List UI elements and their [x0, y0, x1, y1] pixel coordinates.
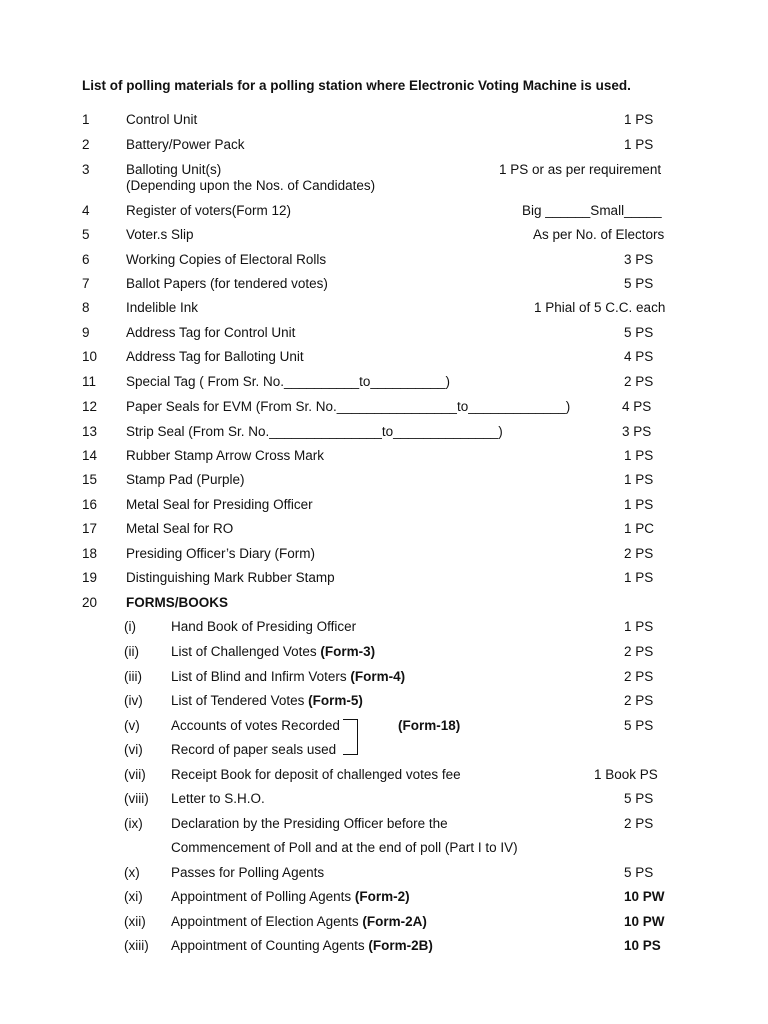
list-item	[0, 325, 768, 345]
item-number: 5	[82, 227, 90, 242]
item-number: 13	[82, 424, 98, 439]
item-description: Address Tag for Control Unit	[126, 325, 296, 340]
sub-item-description: Receipt Book for deposit of challenged votes fee	[171, 767, 461, 782]
item-number: 9	[82, 325, 90, 340]
sub-item-description: Appointment of Counting Agents (Form-2B)	[171, 938, 433, 953]
list-item	[0, 137, 768, 157]
list-item	[0, 203, 768, 223]
item-quantity: 4 PS	[622, 399, 652, 414]
item-quantity: 10 PW	[624, 914, 665, 929]
list-item	[0, 252, 768, 272]
item-description: Ballot Papers (for tendered votes)	[126, 276, 328, 291]
item-quantity: 5 PS	[624, 276, 654, 291]
item-quantity: 2 PS	[624, 669, 654, 684]
item-number: 19	[82, 570, 98, 585]
sub-item-description: Commencement of Poll and at the end of poll (Part I to IV)	[171, 840, 518, 855]
form-reference: (Form-5)	[308, 693, 363, 708]
sub-item-number: (iii)	[124, 669, 142, 684]
sub-list-item	[0, 816, 768, 836]
sub-list-item	[0, 644, 768, 664]
item-description: Address Tag for Balloting Unit	[126, 349, 304, 364]
item-description: Paper Seals for EVM (From Sr. No.________________to_____________)	[126, 399, 571, 414]
sub-item-number: (viii)	[124, 791, 149, 806]
item-quantity: 2 PS	[624, 374, 654, 389]
item-quantity: 1 PS	[624, 112, 654, 127]
list-item	[0, 162, 768, 198]
item-quantity: 10 PW	[624, 889, 665, 904]
item-description: Presiding Officer’s Diary (Form)	[126, 546, 316, 561]
sub-item-number: (x)	[124, 865, 140, 880]
item-quantity: 1 PS	[624, 137, 654, 152]
item-quantity: 1 PS	[624, 570, 654, 585]
sub-item-number: (vi)	[124, 742, 143, 757]
sub-item-description: Appointment of Polling Agents (Form-2)	[171, 889, 410, 904]
item-number: 3	[82, 162, 90, 177]
list-item	[0, 521, 768, 541]
sub-item-number: (ix)	[124, 816, 143, 831]
sub-item-number: (vii)	[124, 767, 146, 782]
sub-list-item	[0, 914, 768, 934]
item-description: Rubber Stamp Arrow Cross Mark	[126, 448, 325, 463]
item-description: Indelible Ink	[126, 300, 199, 315]
item-number: 12	[82, 399, 98, 414]
item-quantity: 5 PS	[624, 865, 654, 880]
sub-item-number: (iv)	[124, 693, 143, 708]
sub-item-description: Record of paper seals used	[171, 742, 337, 757]
item-description: Strip Seal (From Sr. No._______________to______________)	[126, 424, 503, 439]
sub-item-description: Hand Book of Presiding Officer	[171, 619, 357, 634]
item-description: Metal Seal for Presiding Officer	[126, 497, 313, 512]
sub-item-description: List of Tendered Votes (Form-5)	[171, 693, 363, 708]
list-item	[0, 300, 768, 320]
item-quantity: 5 PS	[624, 325, 654, 340]
forms-books-heading	[0, 595, 768, 615]
form-reference: (Form-3)	[320, 644, 376, 659]
item-number: 16	[82, 497, 98, 512]
form-reference: (Form-2)	[354, 889, 410, 904]
list-item	[0, 448, 768, 468]
item-number: 2	[82, 137, 90, 152]
item-number: 7	[82, 276, 90, 291]
list-item	[0, 399, 768, 419]
list-item	[0, 227, 768, 247]
item-quantity: 1 PS	[624, 619, 654, 634]
form-reference: (Form-18)	[398, 718, 461, 733]
item-number: 10	[82, 349, 98, 364]
item-quantity: Big ______Small_____	[522, 203, 662, 218]
item-number: 1	[82, 112, 90, 127]
item-quantity: 3 PS	[624, 252, 654, 267]
item-quantity: 1 PS	[624, 472, 654, 487]
item-quantity: 2 PS	[624, 644, 654, 659]
item-number: 11	[82, 374, 97, 389]
item-quantity: 2 PS	[624, 693, 654, 708]
item-number: 15	[82, 472, 98, 487]
item-number: 6	[82, 252, 90, 267]
item-quantity: 4 PS	[624, 349, 654, 364]
item-quantity: 1 PS	[624, 448, 654, 463]
item-quantity: As per No. of Electors	[533, 227, 665, 242]
sub-item-number: (i)	[124, 619, 136, 634]
item-number: 20	[82, 595, 98, 610]
item-description: Working Copies of Electoral Rolls	[126, 252, 327, 267]
item-description-note: (Depending upon the Nos. of Candidates)	[126, 178, 376, 193]
item-description: Register of voters(Form 12)	[126, 203, 292, 218]
item-description: Stamp Pad (Purple)	[126, 472, 245, 487]
list-item	[0, 276, 768, 296]
sub-list-item	[0, 791, 768, 811]
sub-list-item	[0, 742, 768, 762]
sub-list-item	[0, 889, 768, 909]
item-quantity: 10 PS	[624, 938, 661, 953]
list-item	[0, 424, 768, 444]
item-description: Distinguishing Mark Rubber Stamp	[126, 570, 335, 585]
form-reference: (Form-2B)	[368, 938, 433, 953]
form-reference: (Form-2A)	[362, 914, 427, 929]
sub-item-description: Appointment of Election Agents (Form-2A)	[171, 914, 427, 929]
sub-list-item	[0, 693, 768, 713]
sub-item-description: Passes for Polling Agents	[171, 865, 325, 880]
item-quantity: 1 PS or as per requirement	[499, 162, 662, 177]
item-number: 4	[82, 203, 90, 218]
sub-list-item	[0, 669, 768, 689]
sub-list-item	[0, 938, 768, 958]
sub-item-description: List of Blind and Infirm Voters (Form-4)	[171, 669, 406, 684]
list-item	[0, 112, 768, 132]
item-description: Control Unit	[126, 112, 198, 127]
sub-item-description: Letter to S.H.O.	[171, 791, 265, 806]
item-quantity: 1 PS	[624, 497, 654, 512]
grouping-bracket	[343, 719, 358, 755]
item-number: 18	[82, 546, 98, 561]
item-quantity: 3 PS	[622, 424, 652, 439]
item-quantity: 1 Phial of 5 C.C. each	[534, 300, 666, 315]
sub-list-item-continuation	[0, 840, 768, 860]
list-item	[0, 472, 768, 492]
sub-item-number: (xiii)	[124, 938, 149, 953]
item-description: Voter.s Slip	[126, 227, 194, 242]
item-quantity: 2 PS	[624, 816, 654, 831]
sub-list-item	[0, 767, 768, 787]
item-quantity: 5 PS	[624, 718, 654, 733]
sub-item-number: (xii)	[124, 914, 146, 929]
item-number: 14	[82, 448, 98, 463]
sub-item-description: List of Challenged Votes (Form-3)	[171, 644, 376, 659]
list-item	[0, 497, 768, 517]
item-description: Metal Seal for RO	[126, 521, 234, 536]
sub-list-item	[0, 619, 768, 639]
sub-item-number: (v)	[124, 718, 140, 733]
item-description: Balloting Unit(s)	[126, 162, 222, 177]
item-number: 17	[82, 521, 98, 536]
list-item	[0, 349, 768, 369]
sub-item-description: Accounts of votes Recorded	[171, 718, 340, 733]
list-item	[0, 546, 768, 566]
item-quantity: 5 PS	[624, 791, 654, 806]
list-item	[0, 570, 768, 590]
page-title: List of polling materials for a polling station where Electronic Voting Machine is used.	[82, 78, 631, 93]
sub-item-description: Declaration by the Presiding Officer before the	[171, 816, 448, 831]
sub-list-item	[0, 718, 768, 738]
sub-item-number: (xi)	[124, 889, 143, 904]
item-description: Battery/Power Pack	[126, 137, 245, 152]
item-quantity: 2 PS	[624, 546, 654, 561]
item-quantity: 1 Book PS	[594, 767, 658, 782]
item-quantity: 1 PC	[624, 521, 655, 536]
sub-item-number: (ii)	[124, 644, 139, 659]
list-item	[0, 374, 768, 394]
sub-list-item	[0, 865, 768, 885]
item-description: Special Tag ( From Sr. No.__________to__________)	[126, 374, 450, 389]
item-number: 8	[82, 300, 90, 315]
form-reference: (Form-4)	[350, 669, 406, 684]
section-heading: FORMS/BOOKS	[126, 595, 229, 610]
